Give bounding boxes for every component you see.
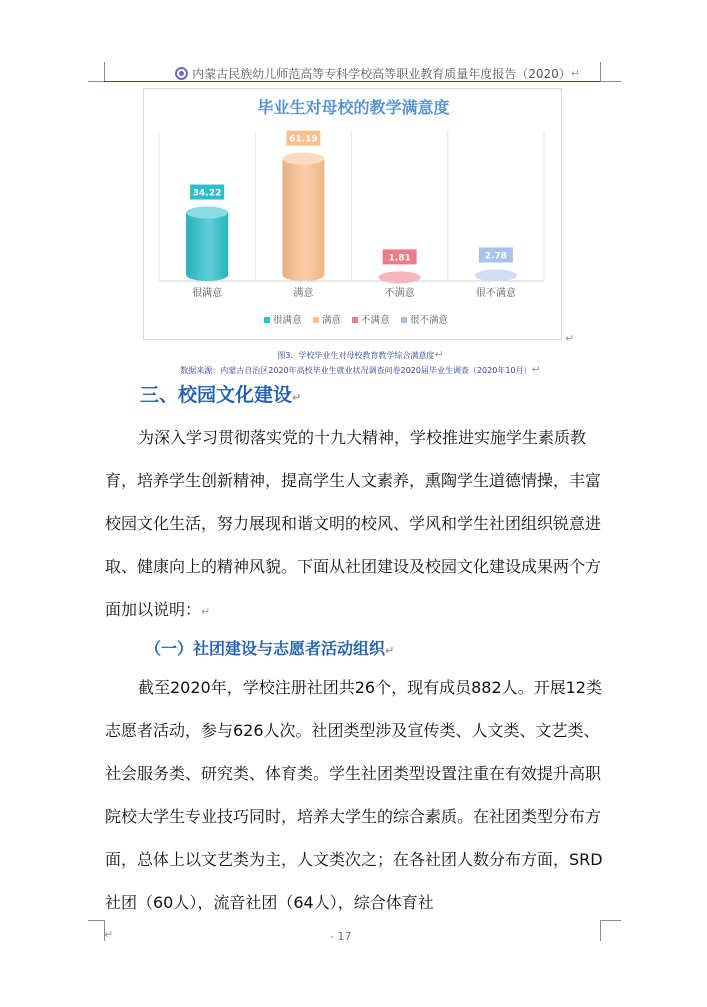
- paragraph-clubs: 截至2020年，学校注册社团共26个，现有成员882人。开展12类志愿者活动，参与626人次。社团类型涉及宣传类、人文类、文艺类、社会服务类、研究类、体育类。学生社团类型设置注重在有效提升高职院校大学生专业技巧同时，培养大学生的综合素质。在社团类型分布方面，总体上以文艺类为主，人文类次之；在各社团人数分布方面，SRD社团（60人），流音社团（64人），综合体育社: [105, 678, 603, 912]
- paragraph-mark: ↵: [565, 332, 575, 345]
- legend-swatch-1: [264, 317, 270, 323]
- legend-item-4: 很不满意: [410, 315, 449, 326]
- crop-mark-top-right: [600, 62, 621, 82]
- category-label-3: 不满意: [384, 288, 415, 299]
- source-caption: 数据来源：内蒙古自治区2020年高校毕业生就业状况调查问卷2020届毕业生调查（2020年10月）↵: [180, 363, 541, 376]
- data-label-3: 1.81: [388, 253, 411, 264]
- data-label-1: 34.22: [192, 188, 222, 199]
- legend-item-2: 满意: [322, 315, 342, 326]
- bar-1: [186, 213, 228, 281]
- crop-mark-bottom-left: [88, 920, 105, 941]
- legend-item-3: 不满意: [361, 315, 390, 326]
- header-title: 内蒙古民族幼儿师范高等专科学校高等职业教育质量年度报告（2020）: [192, 66, 571, 81]
- page-header: [140, 63, 580, 83]
- chart-title: 毕业生对母校的教学满意度: [257, 98, 450, 117]
- data-label-4: 2.78: [484, 251, 507, 262]
- section-title: 三、校园文化建设↵: [140, 384, 302, 406]
- bar-top-3: [379, 271, 421, 283]
- paragraph-campus-culture: 为深入学习贯彻落实党的十九大精神，学校推进实施学生素质教育，培养学生创新精神，提高学生人文素养，熏陶学生道德情操，丰富校园文化生活，努力展现和谐文明的校风、学风和学生社团组织锐意进取、健康向上的精神风貌。下面从社团建设及校园文化建设成果两个方面加以说明：↵: [105, 428, 602, 619]
- satisfaction-chart: [143, 88, 562, 340]
- category-label-2: 满意: [293, 288, 314, 299]
- category-label-1: 很满意: [192, 288, 223, 299]
- figure-caption: 图3．学校毕业生对母校教育教学综合满意度↵: [277, 348, 444, 361]
- crop-mark-top-left: [88, 62, 105, 82]
- legend-swatch-4: [401, 317, 407, 323]
- chart-canvas: [144, 89, 563, 341]
- bar-2: [282, 159, 324, 281]
- legend-item-1: 很满意: [273, 315, 302, 326]
- school-logo-icon: [175, 67, 188, 80]
- bar-top-1: [186, 207, 228, 219]
- page-number: - 17: [330, 930, 352, 943]
- category-label-4: 很不满意: [475, 288, 516, 299]
- paragraph-mark: ↵: [570, 66, 580, 80]
- legend-swatch-2: [313, 317, 319, 323]
- bar-top-4: [475, 269, 517, 281]
- header-rule: [104, 81, 600, 82]
- data-label-2: 61.19: [289, 134, 318, 145]
- subsection-title: （一）社团建设与志愿者活动组织↵: [145, 639, 395, 658]
- bar-top-2: [282, 153, 324, 165]
- paragraph-mark: ↵: [104, 928, 114, 941]
- legend-swatch-3: [352, 317, 358, 323]
